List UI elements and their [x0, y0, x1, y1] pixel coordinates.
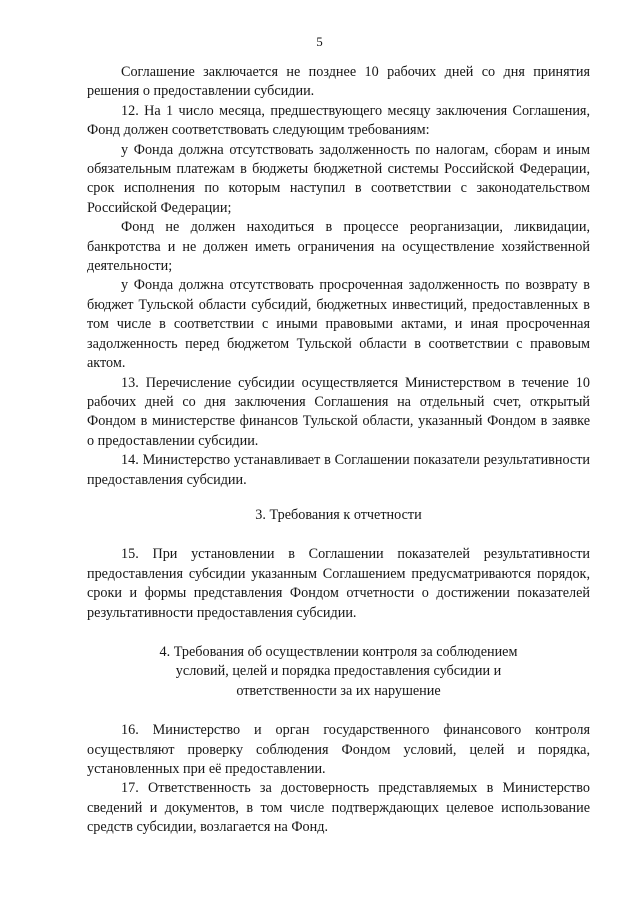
paragraph-12: 12. На 1 число месяца, предшествующего месяцу заключения Соглашения, Фонд должен соответствовать следующим требованиям:: [87, 102, 590, 139]
paragraph-16: 16. Министерство и орган государственного финансового контроля осуществляют проверку соблюдения Фондом условий, целей и порядка, установленных при её предоставлении.: [87, 722, 590, 777]
paragraph-agreement-term: Соглашение заключается не позднее 10 рабочих дней со дня принятия решения о предоставлении субсидии.: [87, 64, 590, 100]
requirement-no-tax-debt: у Фонда должна отсутствовать задолженность по налогам, сборам и иным обязательным платежам в бюджеты бюджетной системы Российской Федерации, срок исполнения по которым наступил в соответствии с законодательством Российской Федерации;: [87, 141, 590, 216]
section-4-heading-line: 4. Требования об осуществлении контроля за соблюдением: [159, 643, 518, 660]
section-4-heading-line: ответственности за их нарушение: [236, 682, 441, 699]
document-body: [87, 63, 590, 838]
paragraph-15: 15. При установлении в Соглашении показателей результативности предоставления субсидии указанным Соглашением предусматриваются порядок, сроки и формы представления Фондом отчетности о достижении показателей результативности предоставления субсидии.: [87, 546, 590, 621]
paragraph-14: 14. Министерство устанавливает в Соглашении показатели результативности предоставления субсидии.: [87, 452, 590, 488]
section-4-heading-line: условий, целей и порядка предоставления субсидии и: [175, 663, 502, 680]
paragraph-17: 17. Ответственность за достоверность представляемых в Министерство сведений и документов, в том числе подтверждающих целевое использование средств субсидии, возлагается на Фонд.: [87, 780, 590, 836]
section-3-heading: 3. Требования к отчетности: [255, 506, 422, 523]
requirement-no-overdue-debt: у Фонда должна отсутствовать просроченная задолженность по возврату в бюджет Тульской области субсидий, бюджетных инвестиций, предоставленных в том числе в соответствии с иными правовыми актами, и иная просроченная задолженность перед бюджетом Тульской области в соответствии с правовым актом.: [87, 277, 590, 372]
section-4-heading: [87, 643, 590, 701]
requirement-no-reorganization: Фонд не должен находиться в процессе реорганизации, ликвидации, банкротства и не должен иметь ограничения на осуществление хозяйственной деятельности;: [87, 219, 590, 275]
page-number: 5: [316, 34, 323, 49]
paragraph-13: 13. Перечисление субсидии осуществляется Министерством в течение 10 рабочих дней со дня заключения Соглашения на отдельный счет, открытый Фондом в министерстве финансов Тульской области, указанный Фондом в заявке о предоставлении субсидии.: [87, 374, 590, 449]
